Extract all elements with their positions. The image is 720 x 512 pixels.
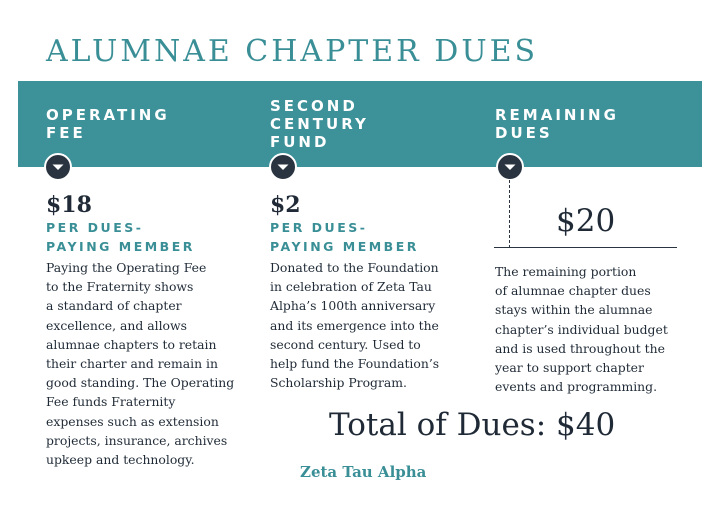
- total-dues: Total of Dues: $40: [329, 407, 616, 443]
- brand-name: Zeta Tau Alpha: [300, 463, 427, 481]
- heading-line: FEE: [46, 124, 86, 142]
- heading-line: OPERATING: [46, 106, 170, 124]
- remaining-dues-amount: $20: [556, 203, 616, 239]
- text-line: stays within the alumnae: [495, 302, 653, 318]
- heading-line: FUND: [270, 133, 330, 151]
- per-line: PAYING MEMBER: [270, 239, 419, 254]
- operating-fee-heading: [46, 106, 170, 142]
- heading-line: CENTURY: [270, 115, 369, 133]
- operating-fee-per: [46, 218, 195, 256]
- text-line: Scholarship Program.: [270, 375, 407, 391]
- second-century-fund-amount: $2: [270, 192, 301, 218]
- remaining-dues-heading: [495, 106, 619, 142]
- text-line: of alumnae chapter dues: [495, 283, 651, 299]
- page-title: ALUMNAE CHAPTER DUES: [46, 34, 539, 69]
- amount-underline: [494, 247, 677, 248]
- text-line: help fund the Foundation’s: [270, 356, 440, 372]
- text-line: and is used throughout the: [495, 340, 665, 356]
- text-line: alumnae chapters to retain: [46, 336, 217, 352]
- heading-line: SECOND: [270, 97, 358, 115]
- operating-fee-description: [46, 258, 234, 469]
- text-line: Donated to the Foundation: [270, 260, 439, 275]
- per-line: PAYING MEMBER: [46, 239, 195, 254]
- text-line: excellence, and allows: [46, 317, 187, 333]
- text-line: projects, insurance, archives: [46, 432, 228, 448]
- text-line: Alpha’s 100th anniversary: [270, 298, 436, 314]
- text-line: their charter and remain in: [46, 356, 218, 372]
- text-line: good standing. The Operating: [46, 375, 235, 391]
- text-line: to the Fraternity shows: [46, 279, 194, 295]
- operating-fee-amount: $18: [46, 192, 92, 218]
- text-line: second century. Used to: [270, 336, 421, 352]
- text-line: chapter’s individual budget: [495, 321, 668, 337]
- chevron-down-icon: [269, 153, 297, 181]
- chevron-down-icon: [44, 153, 72, 181]
- text-line: events and programming.: [495, 379, 658, 395]
- text-line: Paying the Operating Fee: [46, 260, 207, 275]
- heading-line: REMAINING: [495, 106, 619, 124]
- text-line: Fee funds Fraternity: [46, 394, 176, 410]
- heading-line: DUES: [495, 124, 553, 142]
- second-century-fund-per: [270, 218, 419, 256]
- second-century-fund-description: [270, 258, 439, 392]
- text-line: in celebration of Zeta Tau: [270, 279, 432, 295]
- per-line: PER DUES-: [270, 220, 368, 235]
- second-century-fund-heading: [270, 97, 369, 151]
- remaining-dues-description: [495, 262, 668, 396]
- text-line: The remaining portion: [495, 264, 637, 279]
- per-line: PER DUES-: [46, 220, 144, 235]
- chevron-down-icon: [496, 153, 524, 181]
- text-line: expenses such as extension: [46, 413, 219, 429]
- text-line: year to support chapter: [495, 360, 644, 376]
- text-line: a standard of chapter: [46, 298, 182, 314]
- text-line: upkeep and technology.: [46, 452, 195, 468]
- text-line: and its emergence into the: [270, 317, 439, 333]
- dashed-connector: [509, 180, 510, 248]
